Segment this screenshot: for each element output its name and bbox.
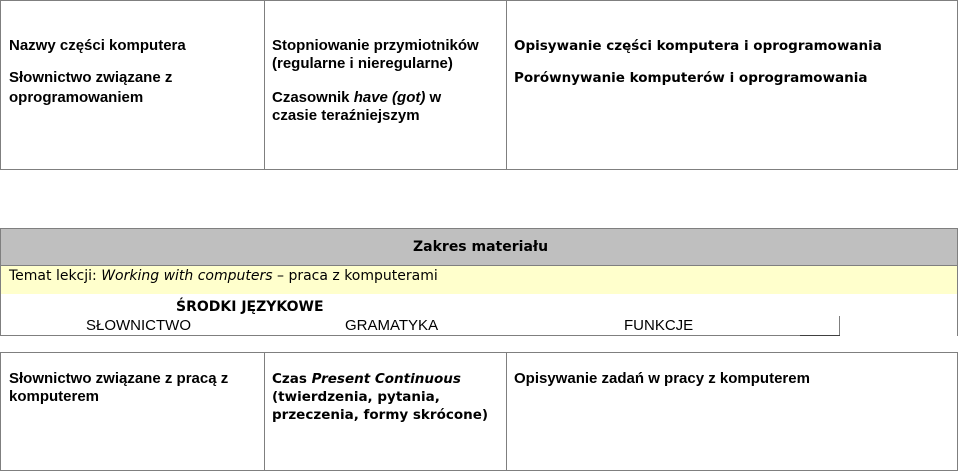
top-col1-line2: Słownictwo związane z [9, 69, 173, 86]
lesson-title [9, 267, 438, 285]
top-col1-line1: Nazwy części komputera [9, 37, 186, 54]
top-col2-line3-b: have (got) [353, 89, 426, 106]
bottom-col2-line2: (twierdzenia, pytania, [272, 389, 440, 405]
top-col2-line2: (regularne i nieregularne) [272, 55, 453, 72]
bottom-col2-line1-b: Present Continuous [311, 371, 461, 387]
resources-title: ŚRODKI JĘZYKOWE [176, 299, 324, 315]
bottom-col2-line1-a: Czas [272, 371, 312, 387]
top-col2-line3-c: w [425, 89, 442, 106]
top-col2-line3-a: Czasownik [272, 89, 354, 106]
col-header-vocab: SŁOWNICTWO [86, 317, 191, 334]
header-right-stub [839, 316, 840, 336]
header-right-tick [800, 335, 840, 336]
top-col1-line3: oprogramowaniem [9, 89, 144, 106]
top-table-divider-2 [506, 0, 507, 170]
lesson-title-pl: – praca z komputerami [272, 268, 438, 284]
bottom-col3-line1: Opisywanie zadań w pracy z komputerem [514, 370, 810, 387]
lesson-prefix: Temat lekcji: [9, 268, 102, 284]
bottom-table-divider-2 [506, 352, 507, 471]
top-col2-line1: Stopniowanie przymiotników [272, 37, 479, 54]
bottom-col1-line2: komputerem [9, 388, 100, 405]
top-col2-line3 [272, 89, 441, 107]
bottom-col1-line1: Słownictwo związane z pracą z [9, 370, 229, 387]
header-bottom-rule [0, 335, 840, 336]
lesson-title-en: Working with computers [101, 268, 273, 284]
bottom-col2-line3: przeczenia, formy skrócone) [272, 407, 489, 423]
col-header-grammar: GRAMATYKA [345, 317, 439, 334]
top-col3-line2: Porównywanie komputerów i oprogramowania [514, 70, 868, 86]
bottom-col2-line1 [272, 370, 461, 388]
bottom-table-divider-1 [264, 352, 265, 471]
col-header-functions: FUNKCJE [624, 317, 694, 334]
top-table-divider-1 [264, 0, 265, 170]
scope-title: Zakres materiału [413, 239, 549, 255]
top-col3-line1: Opisywanie części komputera i oprogramowania [514, 38, 882, 54]
top-col2-line4: czasie teraźniejszym [272, 107, 420, 124]
